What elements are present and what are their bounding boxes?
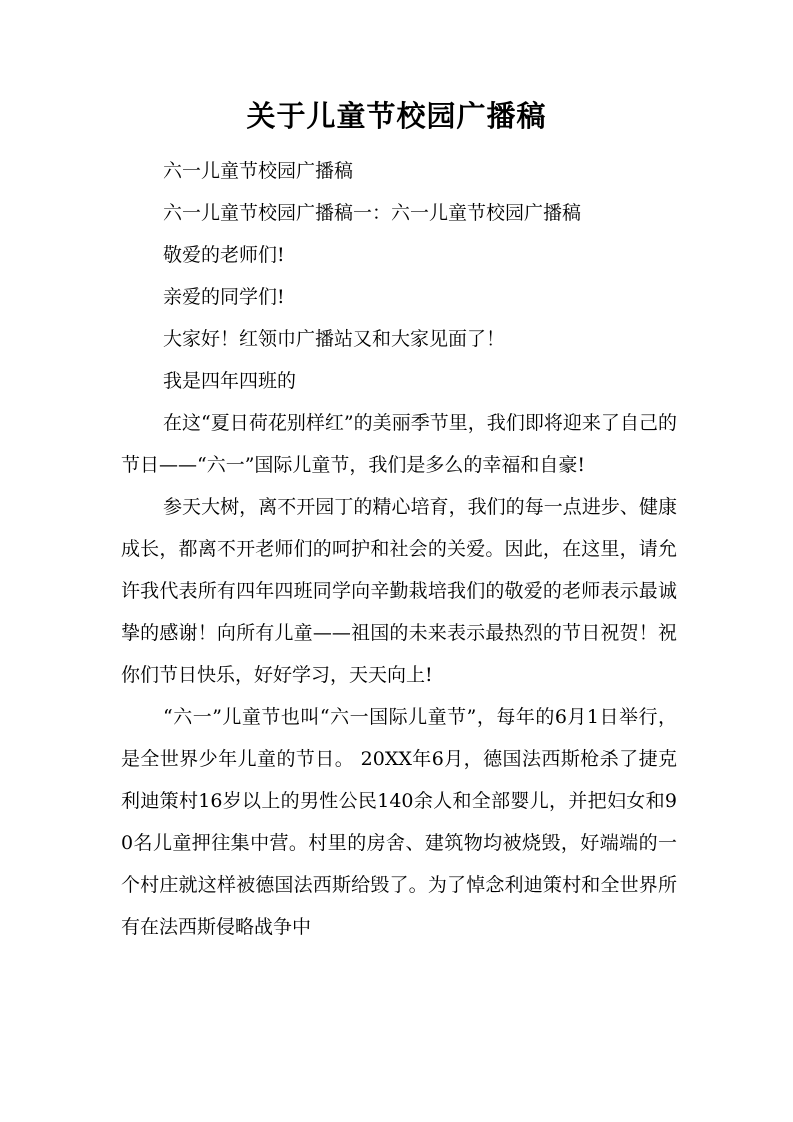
paragraph: 六一儿童节校园广播稿一：六一儿童节校园广播稿 xyxy=(163,202,582,224)
document-body xyxy=(121,150,677,948)
paragraph: 参天大树，离不开园丁的精心培育，我们的每一点进步、健康成长，都离不开老师们的呵护和社会的关爱。因此，在这里，请允许我代表所有四年四班同学向辛勤栽培我们的敬爱的老师表示最诚挚的感谢！向所有儿童——祖国的未来表示最热烈的节日祝贺！祝你们节日快乐，好好学习，天天向上! xyxy=(121,496,677,686)
paragraph: 敬爱的老师们! xyxy=(163,244,285,266)
document-title: 关于儿童节校园广播稿 xyxy=(246,99,547,133)
paragraph: 大家好！红领巾广播站又和大家见面了！ xyxy=(163,328,506,350)
paragraph: 亲爱的同学们! xyxy=(163,286,285,308)
paragraph: 在这“夏日荷花别样红”的美丽季节里，我们即将迎来了自己的节日——“六一”国际儿童节，我们是多么的幸福和自豪! xyxy=(121,412,677,476)
paragraph: 我是四年四班的 xyxy=(163,370,297,392)
paragraph: 六一儿童节校园广播稿 xyxy=(163,160,354,182)
paragraph: “六一”儿童节也叫“六一国际儿童节”，每年的6月1日举行，是全世界少年儿童的节日。 20XX年6月，德国法西斯枪杀了捷克利迪策村16岁以上的男性公民140余人和全部婴儿，并把妇女和90名儿童押往集中营。村里的房舍、建筑物均被烧毁，好端端的一个村庄就这样被德国法西斯给毁了。为了悼念利迪策村和全世界所有在法西斯侵略战争中 xyxy=(121,706,677,938)
